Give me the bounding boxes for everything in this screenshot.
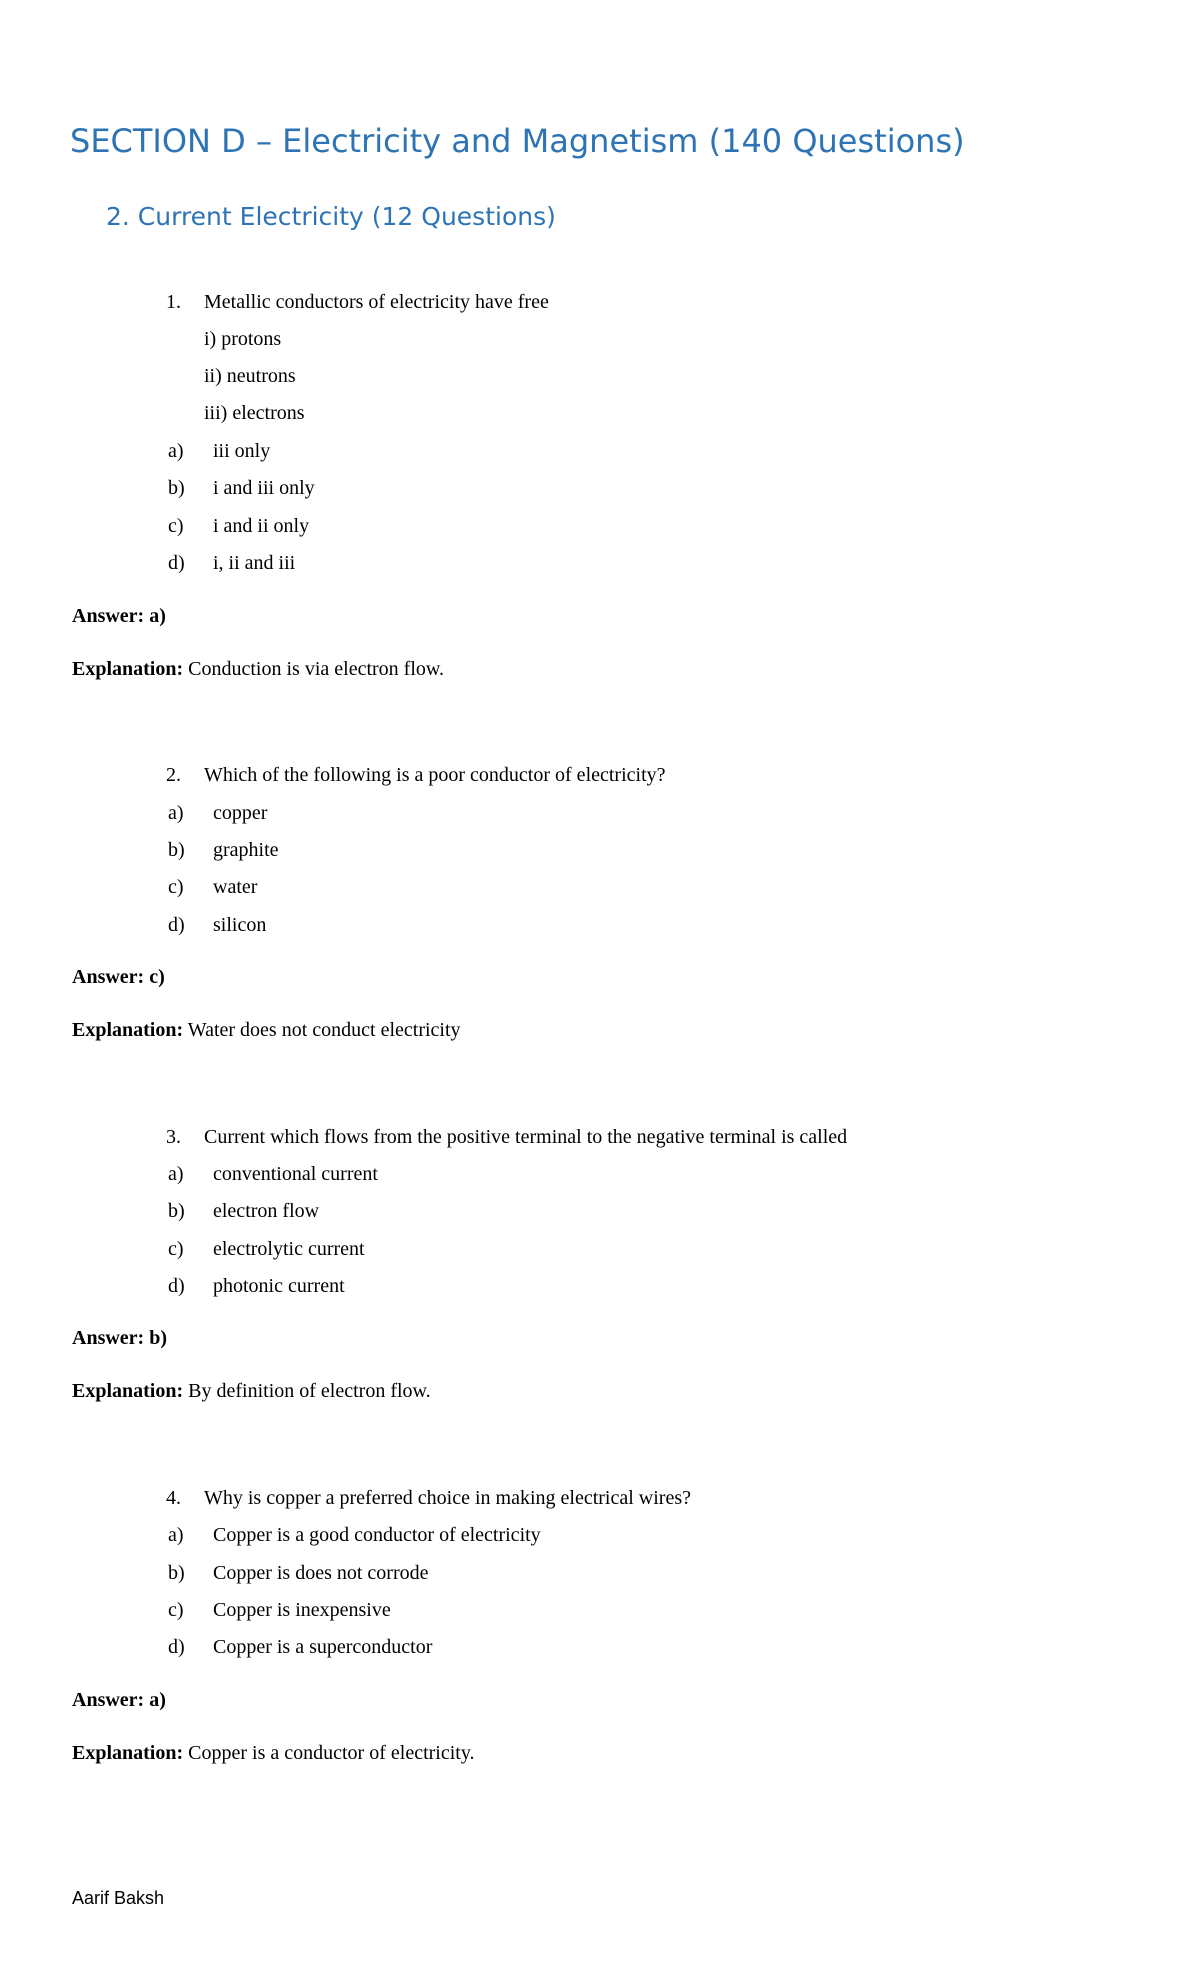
- answer-line: [72, 965, 165, 989]
- option-letter: c): [168, 1238, 184, 1260]
- question-number: 2.: [166, 764, 181, 786]
- answer-value: a): [149, 1689, 166, 1711]
- option-text: Copper is a good conductor of electricity: [213, 1524, 541, 1546]
- explanation-text: Water does not conduct electricity: [187, 1019, 461, 1041]
- option-letter: c): [168, 1599, 184, 1621]
- explanation-label: Explanation:: [72, 658, 184, 680]
- question-text: Metallic conductors of electricity have free: [204, 291, 549, 313]
- explanation-line: [72, 657, 444, 681]
- option-letter: b): [168, 477, 185, 499]
- question-number: 4.: [166, 1487, 181, 1509]
- answer-line: [72, 1688, 166, 1712]
- question-text: Current which flows from the positive terminal to the negative terminal is called: [204, 1126, 848, 1148]
- explanation-line: [72, 1018, 461, 1042]
- option-text: photonic current: [213, 1275, 345, 1297]
- sub-option: iii) electrons: [204, 402, 305, 424]
- option-letter: d): [168, 552, 185, 574]
- sub-title: 2. Current Electricity (12 Questions): [106, 202, 556, 231]
- explanation-label: Explanation:: [72, 1380, 184, 1402]
- option-letter: d): [168, 1275, 185, 1297]
- option-text: Copper is a superconductor: [213, 1636, 433, 1658]
- option-letter: a): [168, 802, 184, 824]
- answer-value: b): [149, 1327, 168, 1349]
- explanation-line: [72, 1379, 431, 1403]
- explanation-text: By definition of electron flow.: [188, 1380, 431, 1402]
- option-text: silicon: [213, 914, 267, 936]
- option-text: i, ii and iii: [213, 552, 296, 574]
- sub-option: i) protons: [204, 328, 282, 350]
- option-text: conventional current: [213, 1163, 378, 1185]
- option-letter: b): [168, 1562, 185, 1584]
- sub-option: ii) neutrons: [204, 365, 296, 387]
- answer-line: [72, 604, 166, 628]
- answer-line: [72, 1326, 167, 1350]
- option-letter: c): [168, 876, 184, 898]
- question-text: Which of the following is a poor conductor of electricity?: [204, 764, 666, 786]
- explanation-text: Conduction is via electron flow.: [188, 658, 445, 680]
- option-letter: d): [168, 1636, 185, 1658]
- explanation-line: [72, 1741, 475, 1765]
- option-text: graphite: [213, 839, 279, 861]
- answer-label: Answer:: [72, 1689, 145, 1711]
- option-letter: c): [168, 515, 184, 537]
- option-letter: a): [168, 1163, 184, 1185]
- option-letter: b): [168, 839, 185, 861]
- option-letter: b): [168, 1200, 185, 1222]
- answer-value: c): [149, 966, 165, 988]
- option-text: electrolytic current: [213, 1238, 365, 1260]
- option-text: i and ii only: [213, 515, 310, 537]
- option-text: copper: [213, 802, 268, 824]
- section-title: SECTION D – Electricity and Magnetism (140 Questions): [70, 122, 965, 160]
- option-text: water: [213, 876, 258, 898]
- answer-label: Answer:: [72, 1327, 145, 1349]
- option-letter: a): [168, 1524, 184, 1546]
- option-letter: d): [168, 914, 185, 936]
- option-text: Copper is inexpensive: [213, 1599, 391, 1621]
- explanation-label: Explanation:: [72, 1742, 184, 1764]
- question-text: Why is copper a preferred choice in making electrical wires?: [204, 1487, 691, 1509]
- option-text: Copper is does not corrode: [213, 1562, 429, 1584]
- answer-label: Answer:: [72, 966, 145, 988]
- explanation-label: Explanation:: [72, 1019, 184, 1041]
- option-text: electron flow: [213, 1200, 320, 1222]
- answer-label: Answer:: [72, 605, 145, 627]
- option-text: i and iii only: [213, 477, 315, 499]
- option-letter: a): [168, 440, 184, 462]
- footer-author: Aarif Baksh: [72, 1888, 165, 1908]
- option-text: iii only: [213, 440, 271, 462]
- explanation-text: Copper is a conductor of electricity.: [188, 1742, 475, 1764]
- answer-value: a): [149, 605, 166, 627]
- question-number: 3.: [166, 1126, 181, 1148]
- question-number: 1.: [166, 291, 181, 313]
